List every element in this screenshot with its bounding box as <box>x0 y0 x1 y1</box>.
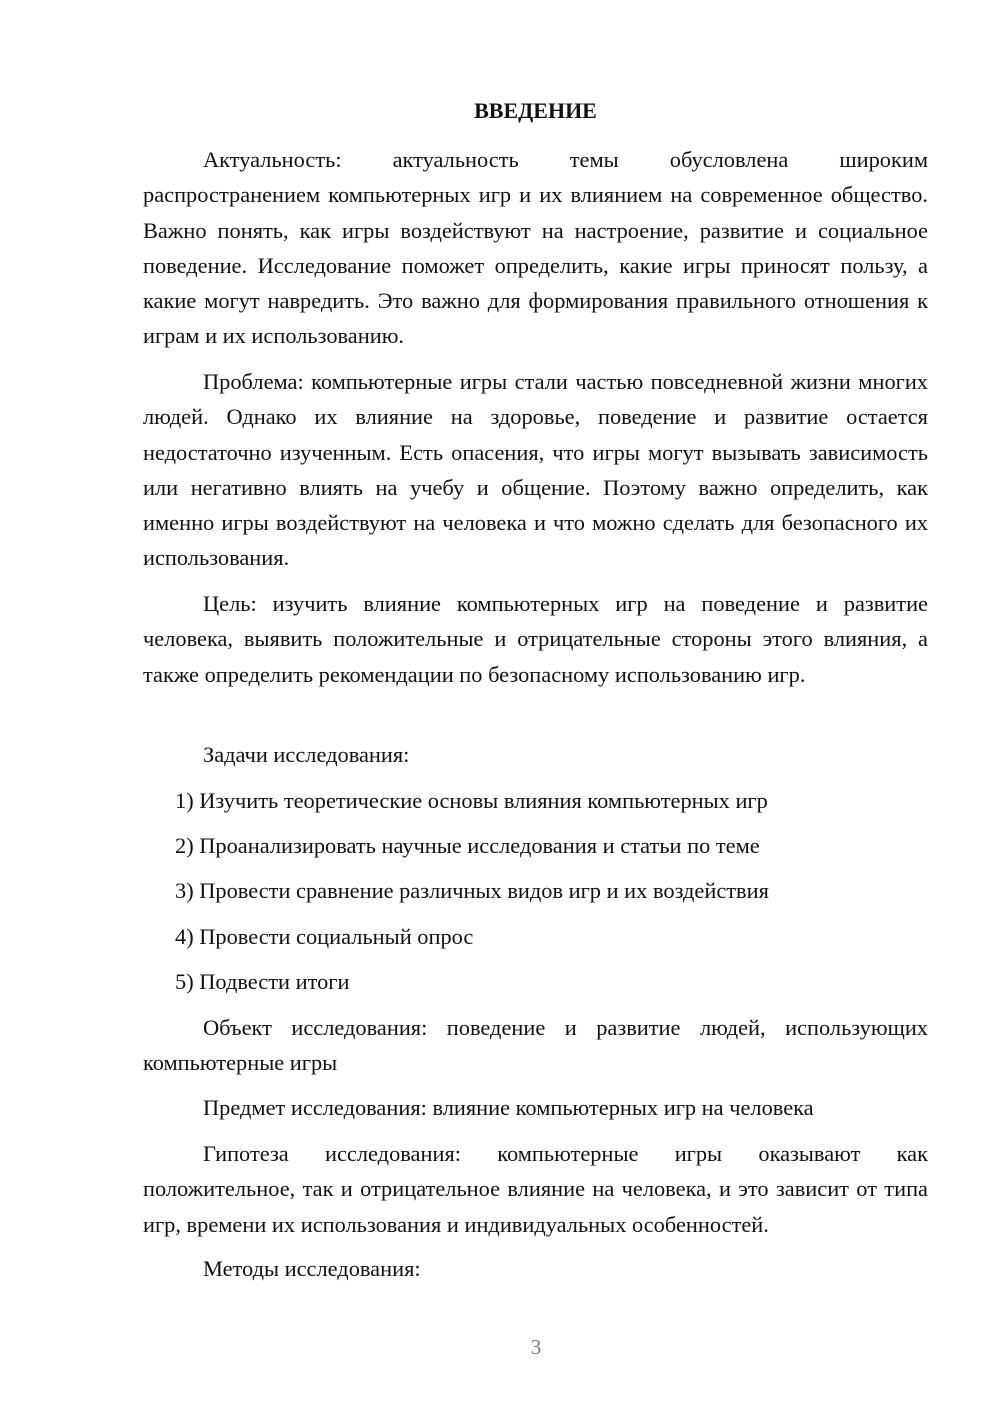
relevance-paragraph: Актуальность: актуальность темы обусловлена широким распространением компьютерных игр и их влиянием на современное общество. Важно понять, как игры воздействуют на настроение, развитие и социальное поведение. Исследование поможет определить, какие игры приносят пользу, а какие могут навредить. Это важно для формирования правильного отношения к играм и их использованию. <box>143 147 928 349</box>
list-item: 4) Провести социальный опрос <box>175 924 474 949</box>
list-item: 2) Проанализировать научные исследования и статьи по теме <box>175 833 760 858</box>
list-item: 5) Подвести итоги <box>175 969 350 994</box>
list-item: 1) Изучить теоретические основы влияния компьютерных игр <box>175 788 768 813</box>
problem-paragraph: Проблема: компьютерные игры стали частью повседневной жизни многих людей. Однако их влияние на здоровье, поведение и развитие остается недостаточно изученным. Есть опасения, что игры могут вызывать зависимость или негативно влиять на учебу и общение. Поэтому важно определить, как именно игры воздействуют на человека и что можно сделать для безопасного их использования. <box>143 369 928 571</box>
list-item: 3) Провести сравнение различных видов игр и их воздействия <box>175 878 769 903</box>
subject-paragraph: Предмет исследования: влияние компьютерных игр на человека <box>203 1095 814 1120</box>
page-number: 3 <box>530 1335 542 1359</box>
section-heading: ВВЕДЕНИЕ <box>474 98 597 123</box>
object-paragraph: Объект исследования: поведение и развитие людей, использующих компьютерные игры <box>143 1015 928 1076</box>
goal-paragraph: Цель: изучить влияние компьютерных игр на поведение и развитие человека, выявить положительные и отрицательные стороны этого влияния, а также определить рекомендации по безопасному использованию игр. <box>143 591 928 687</box>
tasks-title: Задачи исследования: <box>203 742 410 767</box>
hypothesis-paragraph: Гипотеза исследования: компьютерные игры оказывают как положительное, так и отрицательное влияние на человека, и это зависит от типа игр, времени их использования и индивидуальных особенностей. <box>143 1141 928 1237</box>
methods-paragraph: Методы исследования: <box>203 1256 421 1281</box>
